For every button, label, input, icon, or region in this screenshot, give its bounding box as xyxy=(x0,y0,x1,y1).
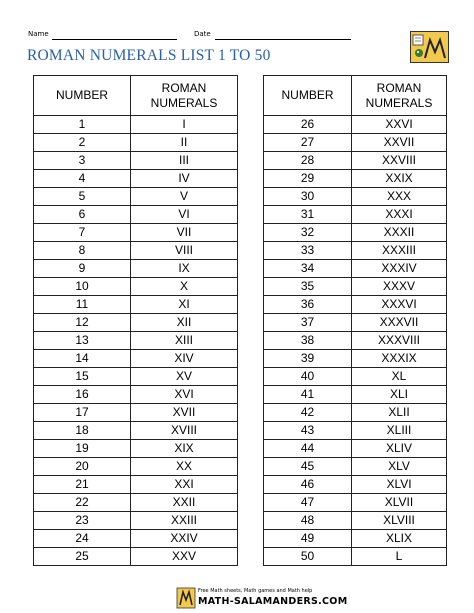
table-row xyxy=(264,188,447,206)
roman-numeral-cell: XVIII xyxy=(131,422,238,440)
table-row xyxy=(264,422,447,440)
table-row xyxy=(34,386,238,404)
table-row xyxy=(34,170,238,188)
table-row xyxy=(34,332,238,350)
roman-numeral-cell: IX xyxy=(131,260,238,278)
number-cell: 29 xyxy=(264,170,352,188)
roman-numeral-cell: XXVIII xyxy=(352,152,447,170)
table-row xyxy=(264,260,447,278)
table-row xyxy=(34,476,238,494)
table-row xyxy=(34,224,238,242)
table-row xyxy=(34,260,238,278)
roman-numeral-cell: XXV xyxy=(131,548,238,566)
table-row xyxy=(34,422,238,440)
number-cell: 40 xyxy=(264,368,352,386)
roman-numerals-table-right xyxy=(263,75,447,566)
roman-numeral-cell: XXXIII xyxy=(352,242,447,260)
roman-numeral-cell: II xyxy=(131,134,238,152)
roman-numeral-cell: XXX xyxy=(352,188,447,206)
number-cell: 6 xyxy=(34,206,131,224)
number-cell: 4 xyxy=(34,170,131,188)
roman-numeral-cell: XX xyxy=(131,458,238,476)
table-row xyxy=(34,350,238,368)
roman-numeral-cell: XXXIV xyxy=(352,260,447,278)
number-cell: 9 xyxy=(34,260,131,278)
table-row xyxy=(34,494,238,512)
table-row xyxy=(264,440,447,458)
number-cell: 44 xyxy=(264,440,352,458)
table-row xyxy=(264,242,447,260)
roman-numeral-cell: XXIV xyxy=(131,530,238,548)
roman-numeral-cell: XXXVI xyxy=(352,296,447,314)
roman-numeral-cell: L xyxy=(352,548,447,566)
number-cell: 1 xyxy=(34,116,131,134)
number-cell: 33 xyxy=(264,242,352,260)
table-row xyxy=(264,494,447,512)
table-row xyxy=(264,170,447,188)
table-row xyxy=(264,296,447,314)
roman-numeral-cell: XXIX xyxy=(352,170,447,188)
footer-brand: MATH-SALAMANDERS.COM xyxy=(198,596,348,607)
table-row xyxy=(34,134,238,152)
number-cell: 16 xyxy=(34,386,131,404)
number-cell: 35 xyxy=(264,278,352,296)
roman-numeral-cell: XLI xyxy=(352,386,447,404)
date-label: Date xyxy=(194,30,211,38)
table-row xyxy=(34,152,238,170)
number-cell: 31 xyxy=(264,206,352,224)
number-cell: 3 xyxy=(34,152,131,170)
number-cell: 26 xyxy=(264,116,352,134)
roman-numeral-cell: XIII xyxy=(131,332,238,350)
number-cell: 12 xyxy=(34,314,131,332)
number-cell: 30 xyxy=(264,188,352,206)
roman-numeral-cell: III xyxy=(131,152,238,170)
table-row xyxy=(34,116,238,134)
table-row xyxy=(34,206,238,224)
number-cell: 41 xyxy=(264,386,352,404)
number-cell: 15 xyxy=(34,368,131,386)
table-row xyxy=(34,188,238,206)
table-row xyxy=(34,296,238,314)
number-cell: 19 xyxy=(34,440,131,458)
table-row xyxy=(34,314,238,332)
table-row xyxy=(34,548,238,566)
number-cell: 37 xyxy=(264,314,352,332)
roman-numeral-cell: XL xyxy=(352,368,447,386)
number-cell: 8 xyxy=(34,242,131,260)
number-cell: 32 xyxy=(264,224,352,242)
number-cell: 50 xyxy=(264,548,352,566)
math-salamanders-footer-logo-icon xyxy=(176,587,196,609)
table-row xyxy=(34,440,238,458)
number-cell: 20 xyxy=(34,458,131,476)
name-label: Name xyxy=(28,30,49,38)
roman-numeral-cell: XI xyxy=(131,296,238,314)
table-row xyxy=(34,512,238,530)
number-cell: 23 xyxy=(34,512,131,530)
table-row xyxy=(264,368,447,386)
number-cell: 24 xyxy=(34,530,131,548)
roman-numeral-cell: XLVIII xyxy=(352,512,447,530)
number-cell: 28 xyxy=(264,152,352,170)
roman-numeral-cell: XXXI xyxy=(352,206,447,224)
table-row xyxy=(264,530,447,548)
column-header-roman-numerals: ROMAN NUMERALS xyxy=(352,76,447,116)
table-row xyxy=(264,116,447,134)
number-cell: 38 xyxy=(264,332,352,350)
number-cell: 49 xyxy=(264,530,352,548)
number-cell: 10 xyxy=(34,278,131,296)
table-row xyxy=(34,278,238,296)
roman-numeral-cell: XXVI xyxy=(352,116,447,134)
number-cell: 2 xyxy=(34,134,131,152)
number-cell: 43 xyxy=(264,422,352,440)
table-row xyxy=(264,332,447,350)
roman-numeral-cell: XLV xyxy=(352,458,447,476)
roman-numeral-cell: XXXVII xyxy=(352,314,447,332)
table-row xyxy=(264,278,447,296)
roman-numeral-cell: XV xyxy=(131,368,238,386)
table-row xyxy=(34,530,238,548)
roman-numeral-cell: I xyxy=(131,116,238,134)
number-cell: 39 xyxy=(264,350,352,368)
number-cell: 22 xyxy=(34,494,131,512)
roman-numeral-cell: XLII xyxy=(352,404,447,422)
footer-branding xyxy=(176,587,348,609)
roman-numeral-cell: XIX xyxy=(131,440,238,458)
column-header-number: NUMBER xyxy=(264,76,352,116)
roman-numeral-cell: XLVI xyxy=(352,476,447,494)
number-cell: 25 xyxy=(34,548,131,566)
footer-tagline: Free Math sheets, Math games and Math help xyxy=(198,588,313,594)
roman-numeral-cell: X xyxy=(131,278,238,296)
roman-numeral-cell: XXXII xyxy=(352,224,447,242)
roman-numeral-cell: XXXVIII xyxy=(352,332,447,350)
number-cell: 46 xyxy=(264,476,352,494)
table-row xyxy=(264,458,447,476)
number-cell: 45 xyxy=(264,458,352,476)
roman-numeral-cell: XXVII xyxy=(352,134,447,152)
math-salamanders-logo-icon xyxy=(410,31,449,63)
number-cell: 5 xyxy=(34,188,131,206)
roman-numeral-cell: VIII xyxy=(131,242,238,260)
roman-numeral-cell: XLIV xyxy=(352,440,447,458)
number-cell: 42 xyxy=(264,404,352,422)
roman-numeral-cell: XXXV xyxy=(352,278,447,296)
roman-numeral-cell: XXIII xyxy=(131,512,238,530)
number-cell: 7 xyxy=(34,224,131,242)
roman-numeral-cell: XII xyxy=(131,314,238,332)
number-cell: 47 xyxy=(264,494,352,512)
number-cell: 21 xyxy=(34,476,131,494)
table-row xyxy=(264,512,447,530)
table-row xyxy=(264,476,447,494)
table-row xyxy=(264,224,447,242)
number-cell: 14 xyxy=(34,350,131,368)
table-row xyxy=(34,242,238,260)
table-row xyxy=(264,404,447,422)
roman-numeral-cell: XLIII xyxy=(352,422,447,440)
roman-numeral-cell: XVI xyxy=(131,386,238,404)
date-line xyxy=(215,39,351,40)
number-cell: 17 xyxy=(34,404,131,422)
roman-numeral-cell: XLVII xyxy=(352,494,447,512)
table-row xyxy=(34,458,238,476)
table-row xyxy=(264,386,447,404)
number-cell: 36 xyxy=(264,296,352,314)
roman-numerals-table-left xyxy=(33,75,238,566)
number-cell: 48 xyxy=(264,512,352,530)
page-title: ROMAN NUMERALS LIST 1 TO 50 xyxy=(27,47,271,64)
number-cell: 11 xyxy=(34,296,131,314)
table-row xyxy=(264,134,447,152)
table-row xyxy=(264,152,447,170)
column-header-roman-numerals: ROMAN NUMERALS xyxy=(131,76,238,116)
table-row xyxy=(264,548,447,566)
roman-numeral-cell: XIV xyxy=(131,350,238,368)
number-cell: 34 xyxy=(264,260,352,278)
roman-numeral-cell: XLIX xyxy=(352,530,447,548)
roman-numeral-cell: XXI xyxy=(131,476,238,494)
roman-numeral-cell: XXXIX xyxy=(352,350,447,368)
roman-numeral-cell: V xyxy=(131,188,238,206)
column-header-number: NUMBER xyxy=(34,76,131,116)
table-row xyxy=(34,368,238,386)
roman-numeral-cell: XVII xyxy=(131,404,238,422)
roman-numeral-cell: VII xyxy=(131,224,238,242)
table-row xyxy=(264,314,447,332)
number-cell: 18 xyxy=(34,422,131,440)
roman-numeral-cell: XXII xyxy=(131,494,238,512)
name-line xyxy=(52,39,177,40)
number-cell: 13 xyxy=(34,332,131,350)
table-row xyxy=(264,206,447,224)
roman-numeral-cell: IV xyxy=(131,170,238,188)
roman-numeral-cell: VI xyxy=(131,206,238,224)
table-row xyxy=(34,404,238,422)
table-row xyxy=(264,350,447,368)
number-cell: 27 xyxy=(264,134,352,152)
